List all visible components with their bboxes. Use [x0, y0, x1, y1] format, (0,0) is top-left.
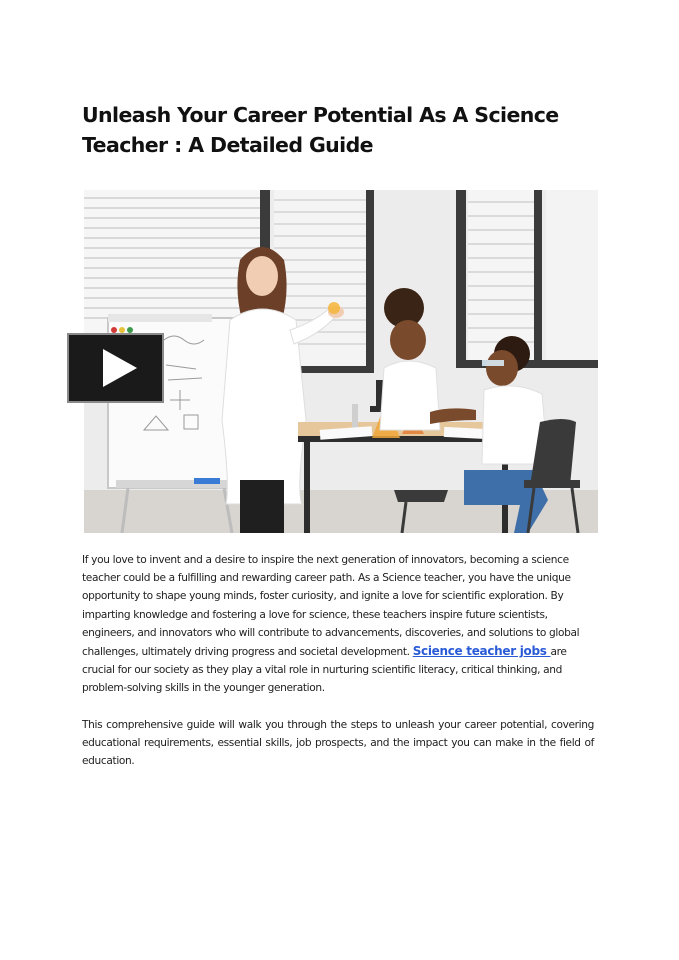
intro-outro-text: are crucial for our society as they play a vital role in nurturing scientific literacy, critical thinking, and problem-solving skills in the younger generation. — [82, 646, 567, 695]
science-teacher-jobs-link[interactable]: Science teacher jobs — [412, 644, 551, 659]
intro-paragraph — [82, 551, 594, 698]
guide-paragraph: This comprehensive guide will walk you through the steps to unleash your career potential, covering educational requirements, essential skills, job prospects, and the impact you can make in the field of education. — [82, 718, 594, 768]
article-body — [82, 551, 594, 770]
play-icon — [103, 349, 137, 387]
intro-text: If you love to invent and a desire to inspire the next generation of innovators, becoming a science teacher could be a fulfilling and rewarding career path. As a Science teacher, you have the unique opportunity to shape young minds, foster curiosity, and ignite a love for scientific exploration. By imparting knowledge and fostering a love for science, these teachers inspire future scientists, engineers, and innovators who will contribute to advancements, discoveries, and solutions to global challenges, ultimately driving progress and societal development. — [82, 554, 580, 659]
article-title: Unleash Your Career Potential As A Science Teacher : A Detailed Guide — [82, 103, 559, 157]
video-play-button[interactable] — [67, 333, 164, 403]
